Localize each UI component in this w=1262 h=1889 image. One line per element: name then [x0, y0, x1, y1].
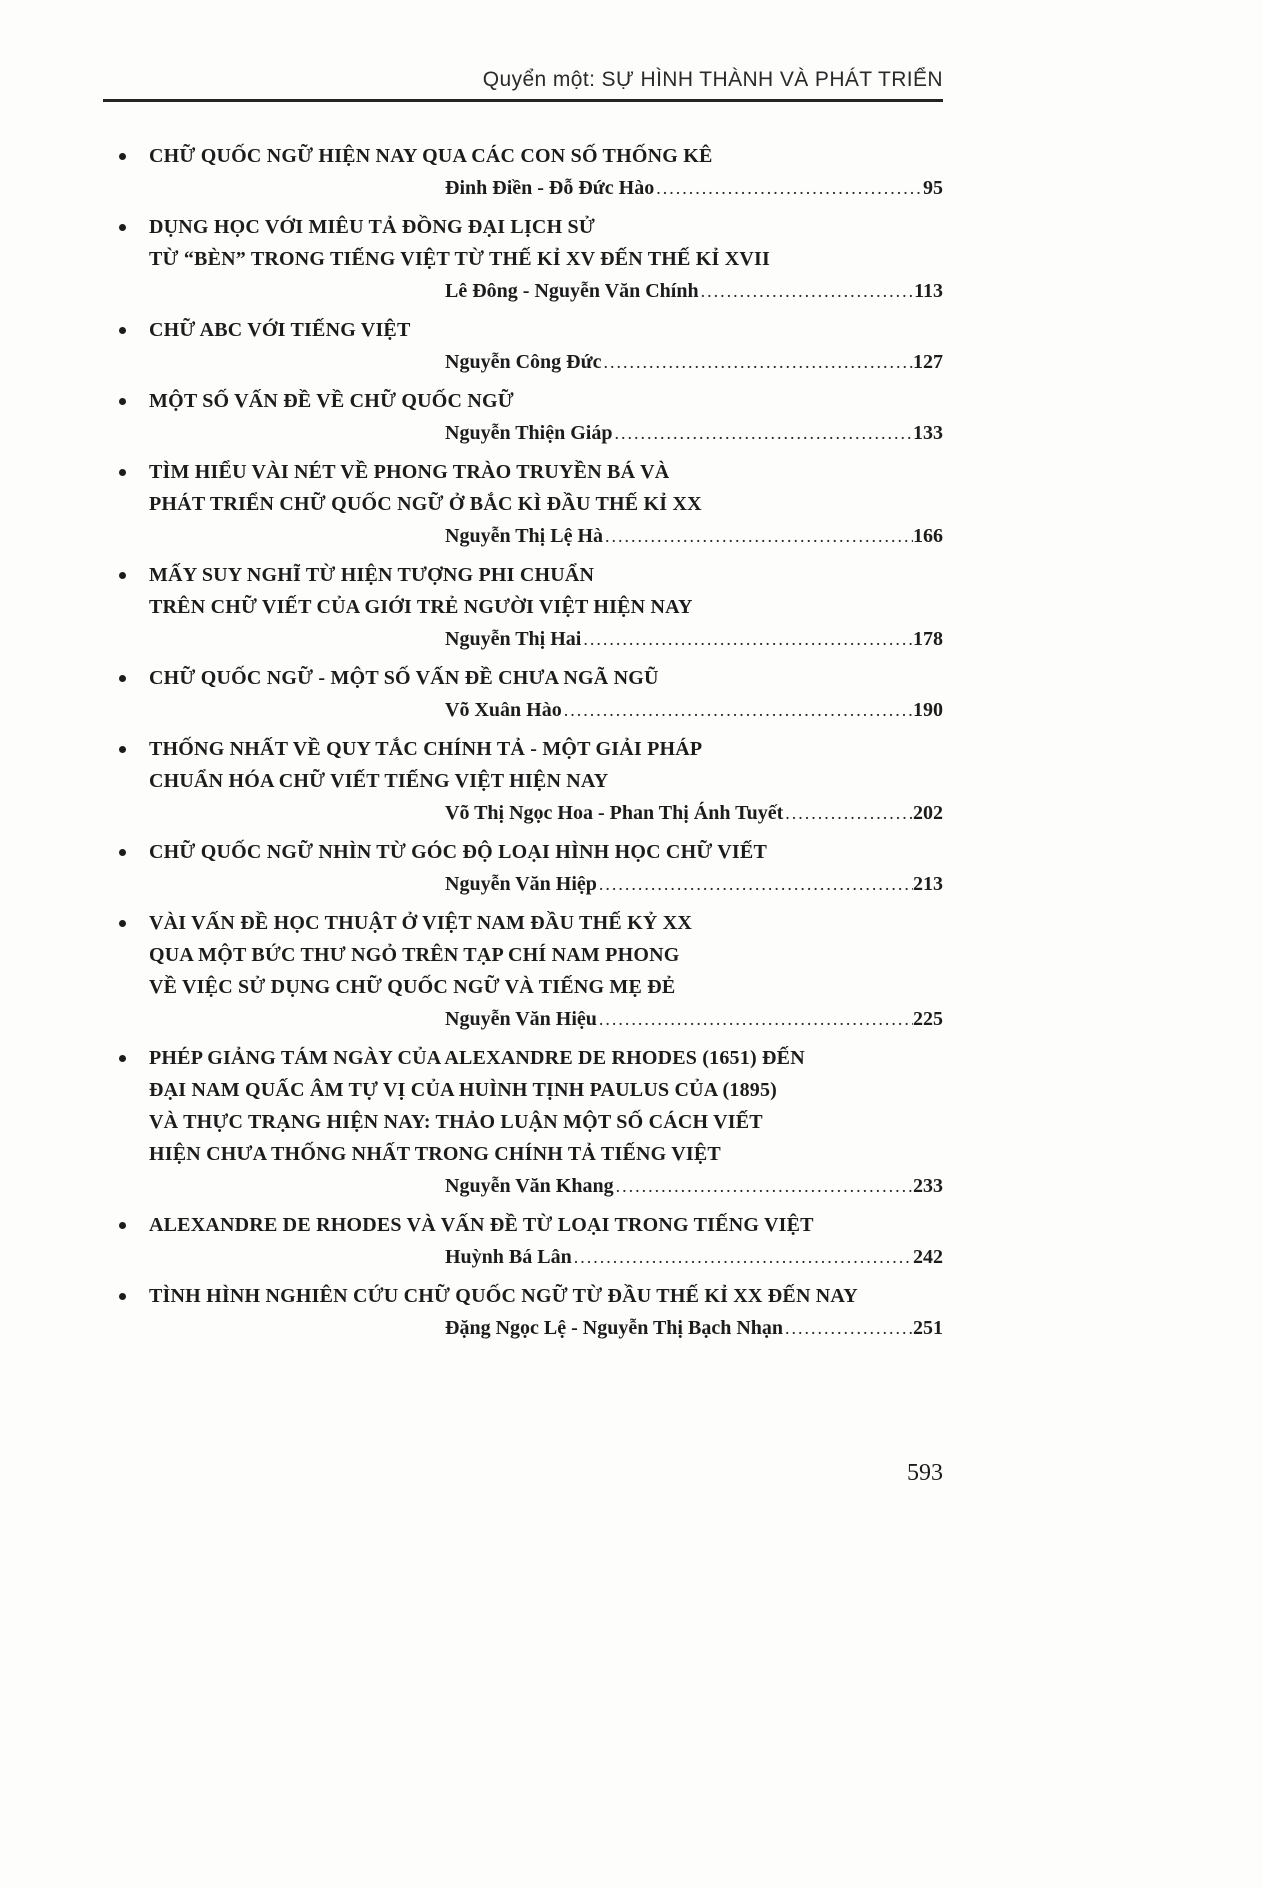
entry-authors: Nguyễn Văn Khang: [445, 1175, 614, 1197]
bullet-icon: [119, 920, 126, 927]
dot-leader: [699, 275, 915, 307]
toc-entry: [103, 385, 943, 449]
bullet-icon: [119, 1293, 126, 1300]
entry-title-line: VÀ THỰC TRẠNG HIỆN NAY: THẢO LUẬN MỘT SỐ CÁCH VIẾT: [149, 1111, 763, 1133]
entry-page-number: 233: [913, 1175, 943, 1197]
entry-title-line: ALEXANDRE DE RHODES VÀ VẤN ĐỀ TỪ LOẠI TRONG TIẾNG VIỆT: [149, 1214, 814, 1236]
dot-leader: [572, 1241, 913, 1273]
entry-author-row: [445, 694, 943, 726]
entry-author-row: [445, 1312, 943, 1344]
entry-page-number: 113: [914, 280, 943, 302]
entry-page-number: 251: [913, 1317, 943, 1339]
toc-entry: [103, 836, 943, 900]
dot-leader: [562, 694, 913, 726]
entry-title-line: MẤY SUY NGHĨ TỪ HIỆN TƯỢNG PHI CHUẨN: [149, 564, 595, 586]
entry-author-row: [445, 172, 943, 204]
entry-author-row: [445, 1003, 943, 1035]
toc-entry: [103, 456, 943, 552]
entry-page-number: 166: [913, 525, 943, 547]
dot-leader: [654, 172, 923, 204]
entry-title-line: VÀI VẤN ĐỀ HỌC THUẬT Ở VIỆT NAM ĐẦU THẾ KỶ XX: [149, 912, 692, 934]
entry-page-number: 178: [913, 628, 943, 650]
entry-authors: Đinh Điền - Đỗ Đức Hào: [445, 177, 655, 199]
entry-author-row: [445, 417, 943, 449]
toc-entry: [103, 1209, 943, 1273]
entry-page-number: 225: [913, 1008, 943, 1030]
toc-entry: [103, 140, 943, 204]
entry-title-line: CHỮ QUỐC NGỮ - MỘT SỐ VẤN ĐỀ CHƯA NGÃ NGŨ: [149, 667, 659, 689]
entry-authors: Nguyễn Thị Hai: [445, 628, 582, 650]
entry-author-row: [445, 797, 943, 829]
bullet-icon: [119, 469, 126, 476]
entry-page-number: 213: [913, 873, 943, 895]
bullet-icon: [119, 675, 126, 682]
toc-entry: [103, 1280, 943, 1344]
toc-entry: [103, 559, 943, 655]
entry-page-number: 190: [913, 699, 943, 721]
entry-author-row: [445, 1170, 943, 1202]
entry-title-line: DỤNG HỌC VỚI MIÊU TẢ ĐỒNG ĐẠI LỊCH SỬ: [149, 216, 595, 238]
entry-title-line: CHUẨN HÓA CHỮ VIẾT TIẾNG VIỆT HIỆN NAY: [149, 770, 609, 792]
entry-title-line: TÌNH HÌNH NGHIÊN CỨU CHỮ QUỐC NGỮ TỪ ĐẦU THẾ KỈ XX ĐẾN NAY: [149, 1285, 858, 1307]
entry-authors: Nguyễn Công Đức: [445, 351, 602, 373]
toc-entry: [103, 733, 943, 829]
dot-leader: [597, 868, 913, 900]
entry-title-line: PHÉP GIẢNG TÁM NGÀY CỦA ALEXANDRE DE RHODES (1651) ĐẾN: [149, 1047, 805, 1069]
entry-author-row: [445, 868, 943, 900]
bullet-icon: [119, 398, 126, 405]
bullet-icon: [119, 1055, 126, 1062]
bullet-icon: [119, 746, 126, 753]
entry-title-line: ĐẠI NAM QUẤC ÂM TỰ VỊ CỦA HUÌNH TỊNH PAULUS CỦA (1895): [149, 1079, 778, 1101]
dot-leader: [612, 417, 913, 449]
entry-page-number: 95: [923, 177, 943, 199]
toc-entry: [103, 662, 943, 726]
bullet-icon: [119, 572, 126, 579]
dot-leader: [597, 1003, 913, 1035]
entry-author-row: [445, 623, 943, 655]
entry-page-number: 127: [913, 351, 943, 373]
dot-leader: [581, 623, 913, 655]
entry-page-number: 242: [913, 1246, 943, 1268]
entry-title-line: VỀ VIỆC SỬ DỤNG CHỮ QUỐC NGỮ VÀ TIẾNG MẸ ĐẺ: [149, 976, 676, 998]
bullet-icon: [119, 224, 126, 231]
header-divider: [103, 99, 943, 102]
entry-author-row: [445, 1241, 943, 1273]
entry-title-line: CHỮ QUỐC NGỮ HIỆN NAY QUA CÁC CON SỐ THỐNG KÊ: [149, 145, 713, 167]
toc-entry: [103, 907, 943, 1035]
entry-authors: Võ Thị Ngọc Hoa - Phan Thị Ánh Tuyết: [445, 802, 784, 824]
entry-author-row: [445, 346, 943, 378]
running-header-title: Quyển một: SỰ HÌNH THÀNH VÀ PHÁT TRIỂN: [482, 68, 943, 91]
entry-title-line: MỘT SỐ VẤN ĐỀ VỀ CHỮ QUỐC NGỮ: [149, 390, 514, 412]
entry-authors: Nguyễn Thiện Giáp: [445, 422, 613, 444]
entry-page-number: 133: [913, 422, 943, 444]
entry-authors: Lê Đông - Nguyễn Văn Chính: [445, 280, 699, 302]
toc-entry: [103, 1042, 943, 1202]
entry-title-line: TÌM HIỂU VÀI NÉT VỀ PHONG TRÀO TRUYỀN BÁ VÀ: [149, 461, 670, 483]
entry-authors: Nguyễn Văn Hiệp: [445, 873, 597, 895]
entry-title-line: TỪ “BÈN” TRONG TIẾNG VIỆT TỪ THẾ KỈ XV ĐẾN THẾ KỈ XVII: [149, 248, 770, 270]
bullet-icon: [119, 327, 126, 334]
bullet-icon: [119, 1222, 126, 1229]
entry-page-number: 202: [913, 802, 943, 824]
bullet-icon: [119, 153, 126, 160]
toc-entry: [103, 314, 943, 378]
entry-author-row: [445, 520, 943, 552]
entry-authors: Nguyễn Văn Hiệu: [445, 1008, 597, 1030]
dot-leader: [783, 797, 913, 829]
entry-title-line: QUA MỘT BỨC THƯ NGỎ TRÊN TẠP CHÍ NAM PHONG: [149, 944, 680, 966]
entry-title-line: TRÊN CHỮ VIẾT CỦA GIỚI TRẺ NGƯỜI VIỆT HIỆN NAY: [149, 596, 693, 618]
table-of-contents: [103, 140, 943, 1351]
page-number: 593: [907, 1460, 943, 1486]
entry-title-line: CHỮ ABC VỚI TIẾNG VIỆT: [149, 319, 411, 341]
dot-leader: [783, 1312, 913, 1344]
entry-authors: Đặng Ngọc Lệ - Nguyễn Thị Bạch Nhạn: [445, 1317, 784, 1339]
entry-title-line: PHÁT TRIỂN CHỮ QUỐC NGỮ Ở BẮC KÌ ĐẦU THẾ KỈ XX: [149, 493, 702, 515]
entry-title-line: CHỮ QUỐC NGỮ NHÌN TỪ GÓC ĐỘ LOẠI HÌNH HỌC CHỮ VIẾT: [149, 841, 767, 863]
entry-authors: Võ Xuân Hào: [445, 699, 562, 721]
toc-entry: [103, 211, 943, 307]
bullet-icon: [119, 849, 126, 856]
entry-authors: Huỳnh Bá Lân: [445, 1246, 572, 1268]
entry-title-line: HIỆN CHƯA THỐNG NHẤT TRONG CHÍNH TẢ TIẾNG VIỆT: [149, 1143, 721, 1165]
entry-authors: Nguyễn Thị Lệ Hà: [445, 525, 603, 547]
entry-title-line: THỐNG NHẤT VỀ QUY TẮC CHÍNH TẢ - MỘT GIẢI PHÁP: [149, 738, 703, 760]
running-header: [103, 68, 943, 102]
dot-leader: [601, 346, 913, 378]
dot-leader: [603, 520, 913, 552]
dot-leader: [614, 1170, 913, 1202]
entry-author-row: [445, 275, 943, 307]
